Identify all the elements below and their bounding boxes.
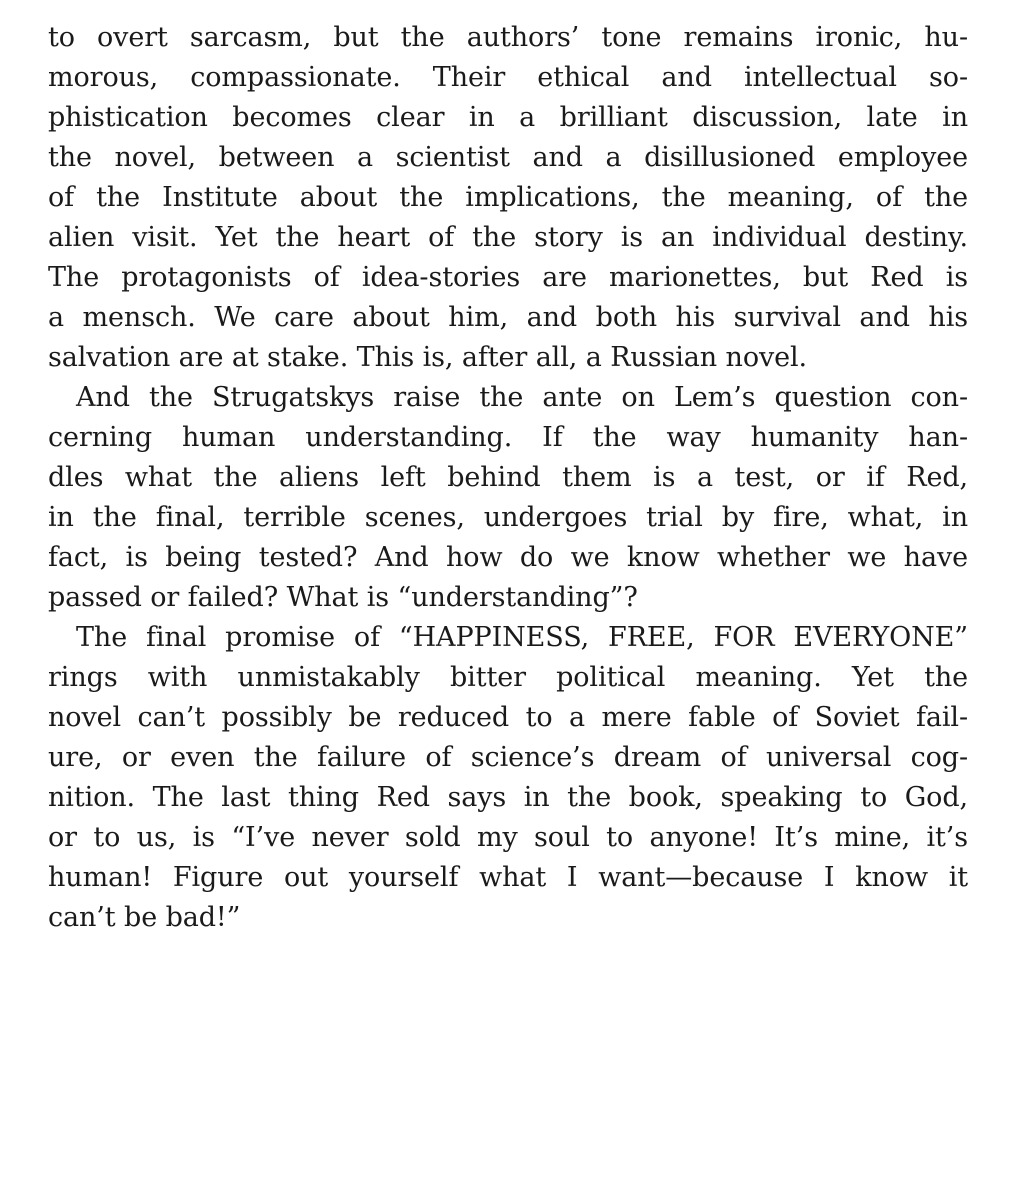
text-line: novel can’t possibly be reduced to a mere fable of Soviet fail- — [48, 702, 968, 733]
text-line: ure, or even the failure of science’s dream of universal cog- — [48, 742, 968, 773]
text-line: a mensch. We care about him, and both his survival and his — [48, 302, 968, 333]
text-line: rings with unmistakably bitter political meaning. Yet the — [48, 662, 968, 693]
text-line: nition. The last thing Red says in the book, speaking to God, — [48, 782, 968, 813]
text-line: salvation are at stake. This is, after all, a Russian novel. — [48, 342, 808, 373]
text-line: human! Figure out yourself what I want—because I know it — [48, 862, 968, 893]
text-line: The protagonists of idea-stories are marionettes, but Red is — [48, 262, 968, 293]
text-line: fact, is being tested? And how do we know whether we have — [48, 542, 968, 573]
text-line: dles what the aliens left behind them is a test, or if Red, — [48, 462, 968, 493]
paragraph-2 — [48, 378, 968, 618]
text-line: can’t be bad!” — [48, 902, 241, 933]
text-line: cerning human understanding. If the way humanity han- — [48, 422, 968, 453]
text-line: in the final, terrible scenes, undergoes trial by fire, what, in — [48, 502, 968, 533]
text-line: phistication becomes clear in a brilliant discussion, late in — [48, 102, 968, 133]
text-line: morous, compassionate. Their ethical and intellectual so- — [48, 62, 968, 93]
book-page — [48, 18, 968, 938]
text-line: of the Institute about the implications, the meaning, of the — [48, 182, 968, 213]
paragraph-1 — [48, 18, 968, 378]
text-line: The final promise of “HAPPINESS, FREE, FOR EVERYONE” — [76, 622, 968, 653]
text-line: alien visit. Yet the heart of the story is an individual destiny. — [48, 222, 968, 253]
text-line: And the Strugatskys raise the ante on Lem’s question con- — [76, 382, 968, 413]
text-line: passed or failed? What is “understanding”? — [48, 582, 638, 613]
paragraph-3 — [48, 618, 968, 938]
text-line: or to us, is “I’ve never sold my soul to anyone! It’s mine, it’s — [48, 822, 968, 853]
text-line: the novel, between a scientist and a disillusioned employee — [48, 142, 968, 173]
text-line: to overt sarcasm, but the authors’ tone remains ironic, hu- — [48, 22, 968, 53]
